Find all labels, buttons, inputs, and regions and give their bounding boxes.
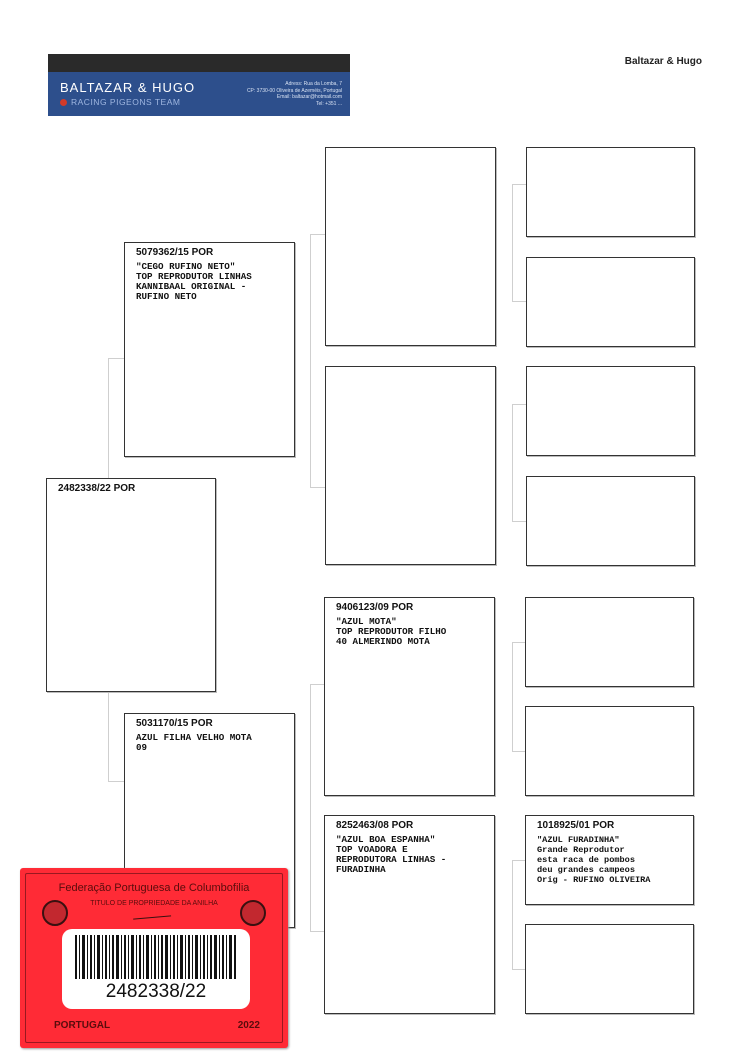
pigeon-description: "AZUL BOA ESPANHA" TOP VOADORA E REPRODUTORA LINHAS - FURADINHA: [336, 834, 447, 875]
ring-number: 9406123/09 POR: [336, 602, 414, 613]
team-header-banner: [48, 54, 350, 116]
ring-number: 5079362/15 POR: [136, 247, 214, 258]
connector: [512, 404, 527, 522]
barcode: [75, 935, 237, 979]
ring-number: 1018925/01 POR: [537, 820, 615, 831]
ring-number: 8252463/08 POR: [336, 820, 414, 831]
pigeon-description: "AZUL MOTA" TOP REPRODUTOR FILHO 40 ALMERINDO MOTA: [336, 616, 447, 647]
federation-emblem-icon: [240, 900, 266, 926]
brand-name: BALTAZAR & HUGO: [60, 80, 196, 95]
pedigree-gen4-box: [525, 924, 694, 1014]
contact-line: Adress: Rua da Lomba, 7: [285, 81, 342, 87]
pedigree-sire-sire-box: [325, 147, 496, 346]
pedigree-gen4-box: [526, 366, 695, 456]
header-top-bar: [48, 54, 350, 72]
pedigree-gen4-box: [526, 257, 695, 347]
logo-dot-icon: [60, 99, 67, 106]
connector: [512, 184, 527, 302]
federation-seal-icon: [42, 900, 68, 926]
card-title: TITULO DE PROPRIEDADE DA ANILHA: [90, 900, 218, 907]
pigeon-description: AZUL FILHA VELHO MOTA 09: [136, 732, 252, 753]
pedigree-subject-box: [46, 478, 216, 692]
pedigree-gen4-box: [526, 476, 695, 566]
ring-number: 5031170/15 POR: [136, 718, 213, 729]
team-subtitle: [60, 97, 180, 107]
pigeon-description: "CEGO RUFINO NETO" TOP REPRODUTOR LINHAS KANNIBAAL ORIGINAL - RUFINO NETO: [136, 261, 252, 302]
contact-info: [247, 81, 342, 107]
card-year: 2022: [237, 1020, 260, 1031]
pedigree-gen4-box: [525, 815, 694, 905]
pedigree-dam-sire-box: [324, 597, 495, 796]
card-ring-number: 2482338/22: [105, 981, 207, 1002]
connector: [310, 234, 326, 488]
pedigree-sire-box: [124, 242, 295, 457]
pedigree-gen4-box: [525, 597, 694, 687]
pedigree-dam-dam-box: [324, 815, 495, 1014]
federation-name: Federação Portuguesa de Columbofilia: [58, 882, 250, 894]
pedigree-gen4-box: [526, 147, 695, 237]
contact-line: CP: 3730-00 Oliveira de Azeméis, Portugal: [246, 87, 342, 94]
contact-line: Email: baltazar@hotmail.com: [276, 94, 342, 100]
card-country: PORTUGAL: [54, 1020, 111, 1031]
contact-line: Tel: +351 ...: [316, 100, 342, 107]
pigeon-description: "AZUL FURADINHA" Grande Reprodutor esta raca de pombos deu grandes campeos Orig - RUFINO OLIVEIRA: [537, 835, 651, 885]
ring-ownership-card: [20, 868, 288, 1048]
barcode-panel: [62, 929, 250, 1009]
ring-number: 2482338/22 POR: [58, 483, 136, 494]
page-title: Baltazar & Hugo: [624, 56, 702, 67]
pedigree-sire-dam-box: [325, 366, 496, 565]
team-label: RACING PIGEONS TEAM: [71, 97, 181, 107]
pedigree-gen4-box: [525, 706, 694, 796]
